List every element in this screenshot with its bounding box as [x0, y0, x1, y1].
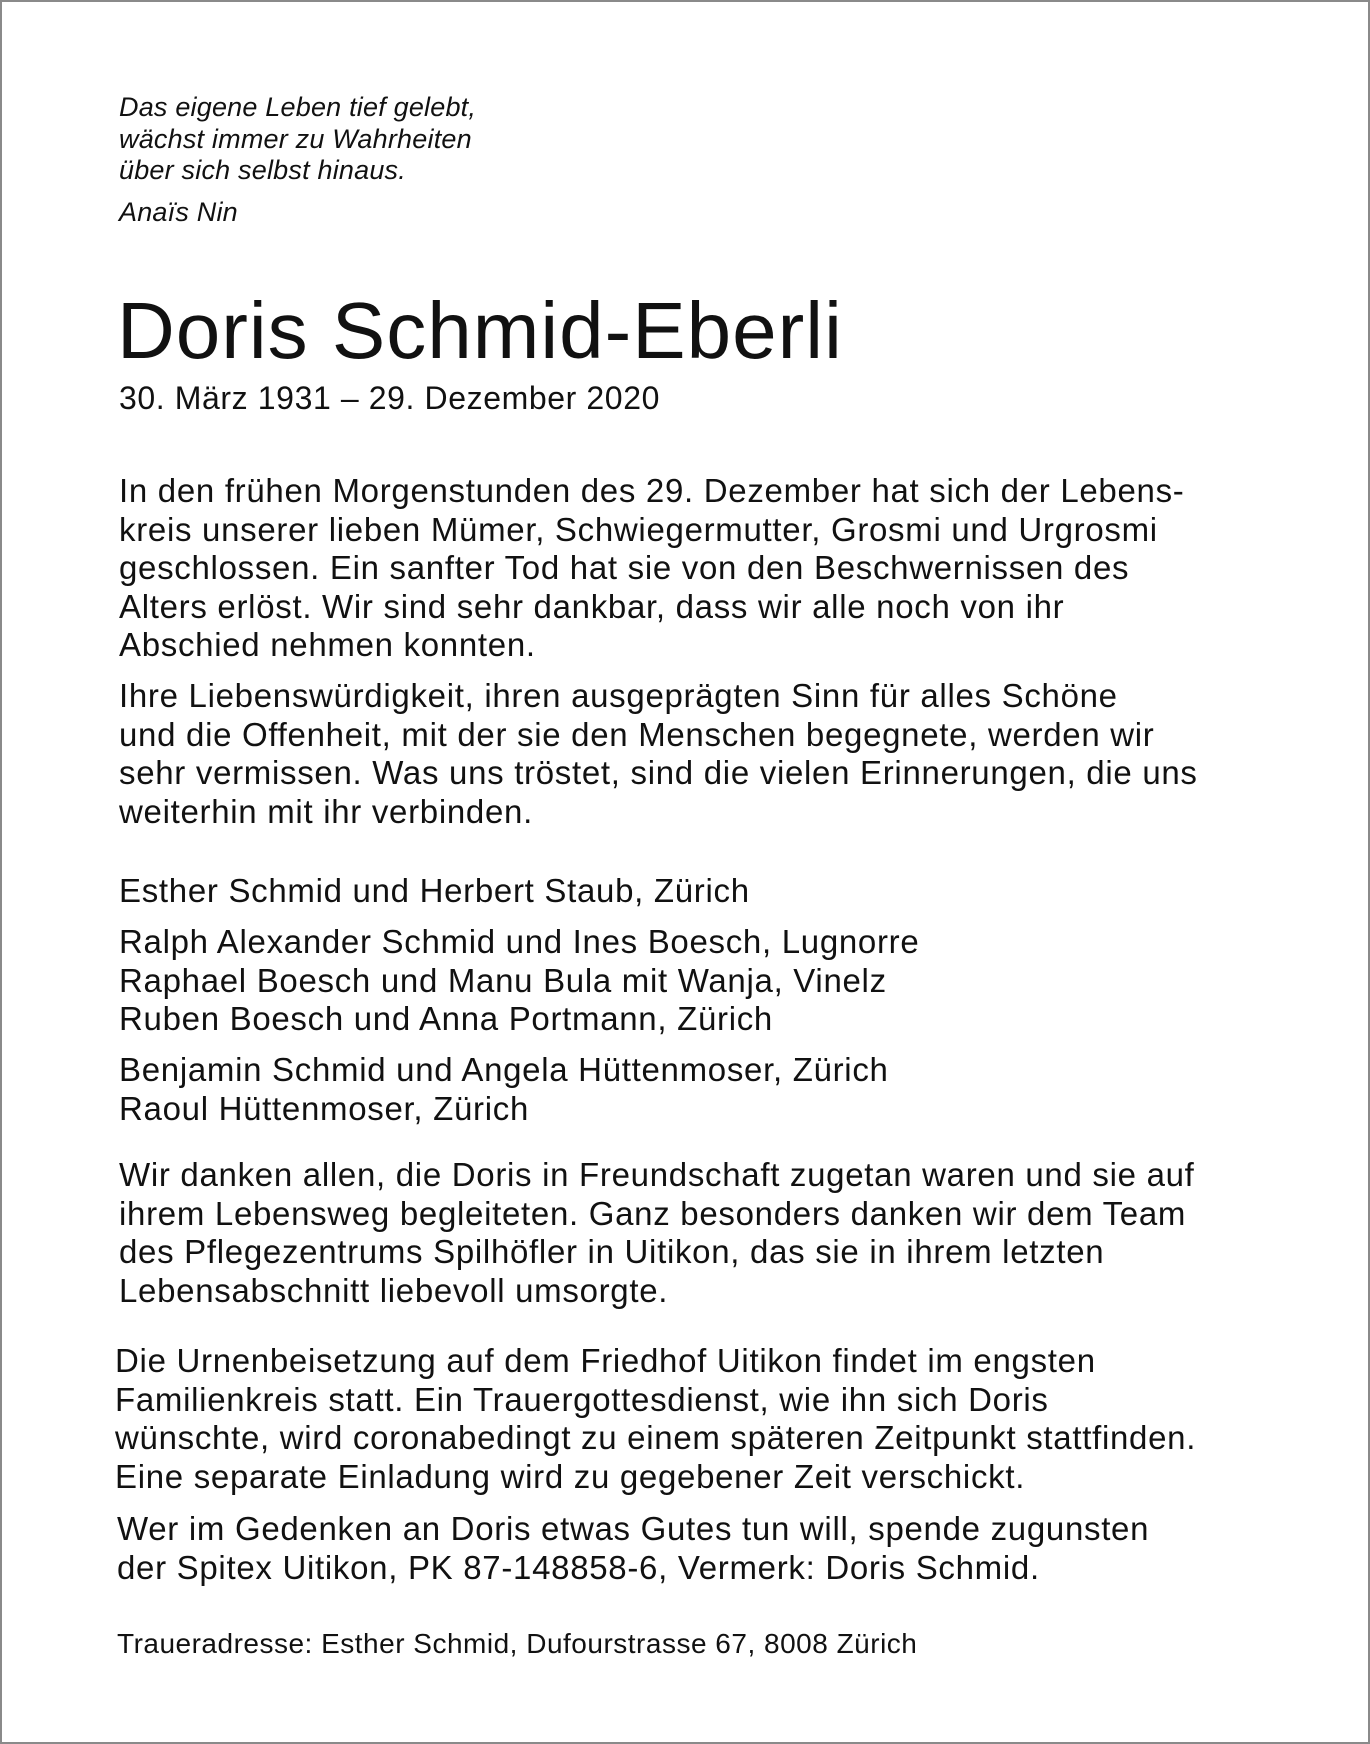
text-line: Wir danken allen, die Doris in Freundschaft zugetan waren und sie auf	[119, 1156, 1195, 1193]
text-line: Lebensabschnitt liebevoll umsorgte.	[119, 1271, 669, 1309]
text-line: Familienkreis statt. Ein Trauergottesdienst, wie ihn sich Doris	[115, 1380, 1049, 1418]
life-dates: 30. März 1931 – 29. Dezember 2020	[119, 380, 661, 416]
quote-line: Das eigene Leben tief gelebt,	[119, 92, 477, 122]
mourner-group	[119, 1051, 889, 1128]
deceased-name: Doris Schmid-Eberli	[117, 286, 843, 375]
quote-line: über sich selbst hinaus.	[119, 155, 406, 185]
text-line: und die Offenheit, mit der sie den Menschen begegnete, werden wir	[119, 715, 1155, 753]
mourner-line: Ruben Boesch und Anna Portmann, Zürich	[119, 1000, 773, 1037]
text-line: des Pflegezentrums Spilhöfler in Uitikon, das sie in ihrem letzten	[119, 1233, 1105, 1270]
text-line: Abschied nehmen konnten.	[119, 626, 536, 663]
text-line: kreis unserer lieben Mümer, Schwiegermutter, Grosmi und Urgrosmi	[119, 510, 1158, 548]
paragraph-donation	[117, 1510, 1149, 1587]
epigraph-quote	[119, 92, 476, 187]
mourner-line: Raoul Hüttenmoser, Zürich	[119, 1089, 530, 1127]
mourning-address: Traueradresse: Esther Schmid, Dufourstrasse 67, 8008 Zürich	[117, 1628, 918, 1659]
text-line: Alters erlöst. Wir sind sehr dankbar, dass wir alle noch von ihr	[119, 587, 1065, 625]
text-line: weiterhin mit ihr verbinden.	[119, 792, 533, 830]
paragraph-thanks	[119, 1156, 1195, 1310]
paragraph-tribute	[119, 677, 1198, 831]
quote-line: wächst immer zu Wahrheiten	[119, 123, 472, 154]
text-line: wünschte, wird coronabedingt zu einem späteren Zeitpunkt stattfinden.	[115, 1419, 1197, 1456]
mourner-line: Benjamin Schmid und Angela Hüttenmoser, Zürich	[119, 1051, 889, 1088]
mourner-group	[119, 872, 750, 911]
text-line: Die Urnenbeisetzung auf dem Friedhof Uitikon findet im engsten	[115, 1342, 1096, 1379]
text-line: geschlossen. Ein sanfter Tod hat sie von den Beschwernissen des	[119, 549, 1130, 586]
text-line: Wer im Gedenken an Doris etwas Gutes tun will, spende zugunsten	[117, 1510, 1150, 1547]
quote-author: Anaïs Nin	[119, 197, 238, 227]
mourner-line: Ralph Alexander Schmid und Ines Boesch, Lugnorre	[119, 923, 920, 960]
mourner-line: Raphael Boesch und Manu Bula mit Wanja, Vinelz	[119, 961, 887, 999]
text-line: In den frühen Morgenstunden des 29. Dezember hat sich der Lebens-	[119, 472, 1185, 509]
mourner-line: Esther Schmid und Herbert Staub, Zürich	[119, 872, 750, 909]
text-line: Ihre Liebenswürdigkeit, ihren ausgeprägten Sinn für alles Schöne	[119, 677, 1118, 714]
text-line: Eine separate Einladung wird zu gegebener Zeit verschickt.	[115, 1457, 1026, 1495]
text-line: ihrem Lebensweg begleiteten. Ganz besonders danken wir dem Team	[119, 1194, 1187, 1232]
mourner-group	[119, 923, 919, 1039]
paragraph-funeral	[115, 1342, 1196, 1496]
text-line: der Spitex Uitikon, PK 87-148858-6, Vermerk: Doris Schmid.	[117, 1548, 1040, 1586]
text-line: sehr vermissen. Was uns tröstet, sind die vielen Erinnerungen, die uns	[119, 754, 1198, 791]
paragraph-announcement	[119, 472, 1184, 665]
